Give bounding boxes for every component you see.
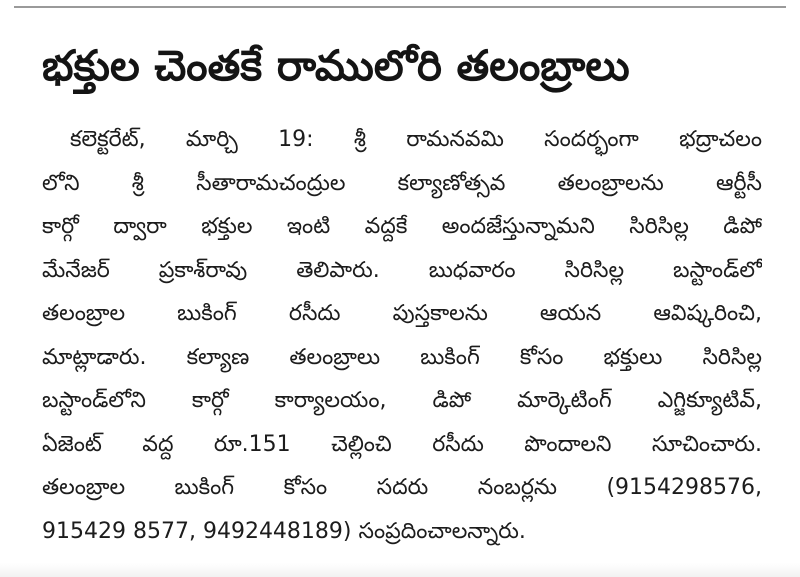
body-line: మాట్లాడారు. కల్యాణ తలంబ్రాలు బుకింగ్‌ కోసం భక్తులు సిరిసిల్ల [42, 344, 762, 370]
body-line: కార్గో ద్వారా భక్తుల ఇంటి వద్దకే అందజేస్తున్నామని సిరిసిల్ల డిపో [42, 214, 762, 239]
top-divider [14, 6, 786, 8]
body-line: 915429 8577, 9492448189) సంప్రదించాలన్నారు. [42, 518, 526, 544]
page-bottom-edge [0, 563, 800, 577]
body-line: తలంబ్రాల బుకింగ్‌ రసీదు పుస్తకాలను ఆయన ఆవిష్కరించి, [42, 301, 762, 326]
body-line: ఏజెంట్‌ వద్ద రూ.151 చెల్లించి రసీదు పొందాలని సూచించారు. [42, 431, 762, 457]
body-line: తలంబ్రాల బుకింగ్‌ కోసం సదరు నంబర్లను (9154298576, [42, 475, 762, 500]
body-line: బస్టాండ్‌లోని కార్గో కార్యాలయం, డిపో మార్కెటింగ్‌ ఎగ్జిక్యూటివ్‌, [42, 388, 762, 413]
body-line: లోని శ్రీ సీతారామచంద్రుల కల్యాణోత్సవ తలంబ్రాలను ఆర్టీసీ [42, 170, 762, 196]
body-line: కలెక్టరేట్‌, మార్చి 19: శ్రీ రామనవమి సందర్భంగా భద్రాచలం [70, 127, 762, 152]
article-body [42, 118, 762, 553]
article-headline: భక్తుల చెంతకే రాములోరి తలంబ్రాలు [42, 41, 630, 90]
body-line: మేనేజర్‌ ప్రకాశ్‌రావు తెలిపారు. బుధవారం సిరిసిల్ల బస్టాండ్‌లో [42, 257, 762, 283]
